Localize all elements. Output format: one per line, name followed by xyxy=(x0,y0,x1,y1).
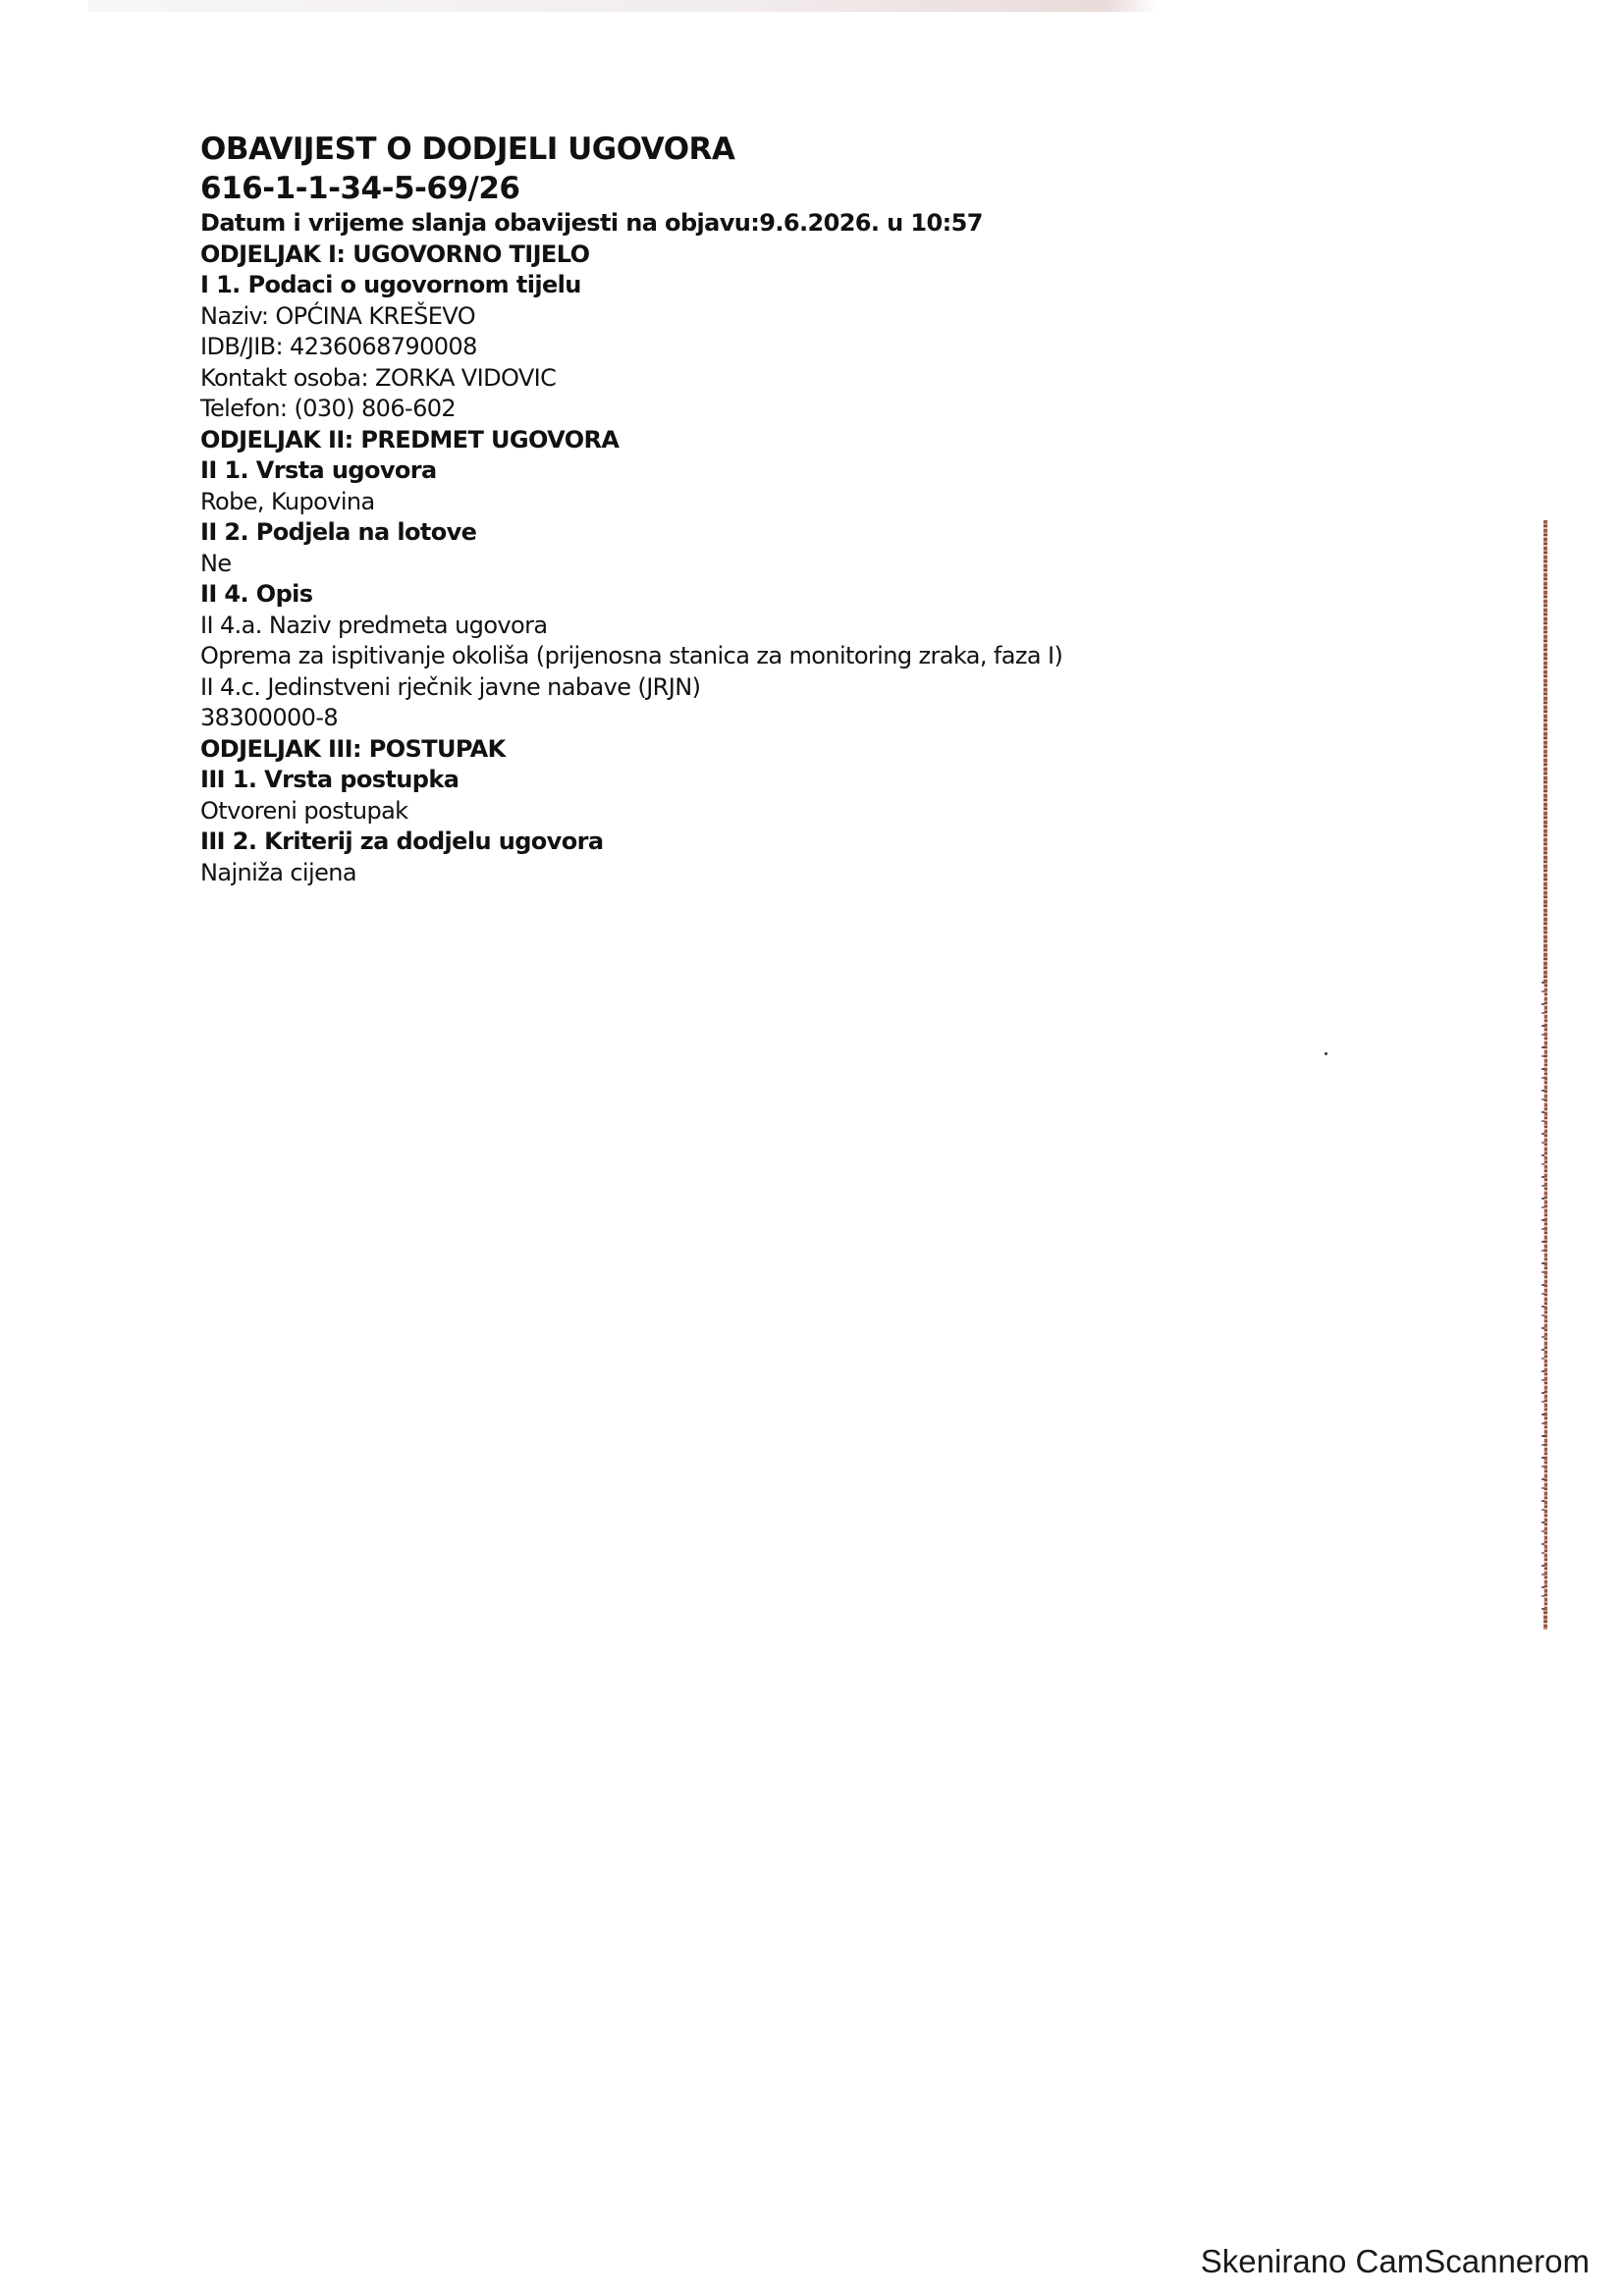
contract-type-value: Robe, Kupovina xyxy=(200,487,375,515)
scanner-watermark: Skenirano CamScannerom xyxy=(1200,2243,1590,2279)
subject-name-label: II 4.a. Naziv predmeta ugovora xyxy=(200,611,548,639)
award-criteria-value: Najniža cijena xyxy=(200,858,356,886)
scan-top-edge xyxy=(88,0,1159,12)
lots-heading: II 2. Podjela na lotove xyxy=(200,518,477,546)
award-criteria-heading: III 2. Kriterij za dodjelu ugovora xyxy=(200,828,604,855)
scan-right-edge-marks xyxy=(1542,982,1544,1610)
procedure-type-value: Otvoreni postupak xyxy=(200,796,408,825)
section1-subheading: I 1. Podaci o ugovornom tijelu xyxy=(200,271,581,298)
sent-datetime: Datum i vrijeme slanja obavijesti na objavu:9.6.2026. u 10:57 xyxy=(200,209,983,237)
lots-value: Ne xyxy=(200,549,232,577)
contract-type-heading: II 1. Vrsta ugovora xyxy=(200,456,437,484)
section2-heading: ODJELJAK II: PREDMET UGOVORA xyxy=(200,425,620,454)
description-heading: II 4. Opis xyxy=(200,580,313,608)
cpv-label: II 4.c. Jedinstveni rječnik javne nabave (JRJN) xyxy=(200,672,701,701)
authority-idb: IDB/JIB: 4236068790008 xyxy=(200,333,477,360)
notice-document xyxy=(200,130,1182,888)
cpv-value: 38300000-8 xyxy=(200,704,339,731)
subject-name-value: Oprema za ispitivanje okoliša (prijenosna stanica za monitoring zraka, faza I) xyxy=(200,642,1063,669)
section3-heading: ODJELJAK III: POSTUPAK xyxy=(200,734,506,763)
document-title: OBAVIJEST O DODJELI UGOVORA xyxy=(200,132,735,167)
procedure-type-heading: III 1. Vrsta postupka xyxy=(200,766,460,793)
authority-name: Naziv: OPĆINA KREŠEVO xyxy=(200,301,475,330)
section1-heading: ODJELJAK I: UGOVORNO TIJELO xyxy=(200,240,590,268)
scan-speck xyxy=(1325,1052,1327,1055)
document-number: 616-1-1-34-5-69/26 xyxy=(200,171,520,206)
phone-number: Telefon: (030) 806-602 xyxy=(200,395,457,422)
contact-person: Kontakt osoba: ZORKA VIDOVIC xyxy=(200,363,557,392)
